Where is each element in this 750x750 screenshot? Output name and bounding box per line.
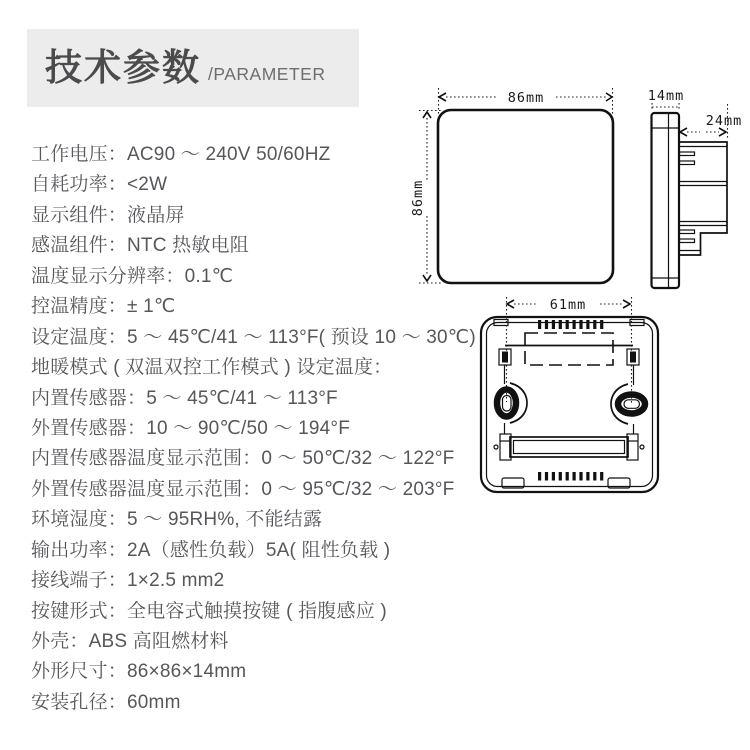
side-thickness-dimension-label: 14mm bbox=[647, 88, 685, 104]
spec-value: ABS 高阻燃材料 bbox=[88, 631, 229, 652]
spec-value: NTC 热敏电阻 bbox=[127, 235, 249, 257]
spec-label: 内置传感器： bbox=[31, 387, 147, 409]
spec-label: 感温组件： bbox=[31, 235, 128, 257]
spec-value: 液晶屏 bbox=[127, 204, 185, 226]
spec-value: ± 1℃ bbox=[127, 296, 176, 318]
spec-label: 温度显示分辨率： bbox=[31, 265, 185, 287]
spec-label: 设定温度： bbox=[31, 326, 128, 348]
spec-label: 环境湿度： bbox=[31, 509, 128, 531]
spec-value: 10 ～ 90℃/50 ～ 194°F bbox=[146, 417, 351, 439]
front-height-dimension-label: 86mm bbox=[410, 179, 426, 217]
spec-value: 全电容式触摸按键 ( 指腹感应 ) bbox=[127, 600, 387, 622]
section-subtitle: /PARAMETER bbox=[208, 64, 326, 84]
arrow-right-icon bbox=[623, 300, 630, 308]
side-rear-box-outline bbox=[680, 142, 728, 255]
spec-value: 5 ～ 45℃/41 ～ 113°F( 预设 10 ～ 30℃) bbox=[127, 326, 476, 348]
spec-label: 内置传感器温度显示范围： bbox=[31, 448, 262, 470]
spec-label: 显示组件： bbox=[31, 204, 128, 226]
spec-value: 0 ～ 95℃/32 ～ 203°F bbox=[261, 478, 455, 500]
section-title: 技术参数 bbox=[45, 47, 201, 88]
spec-value: <2W bbox=[127, 174, 168, 196]
arrow-right-icon bbox=[719, 128, 726, 136]
spec-label: 外置传感器温度显示范围： bbox=[31, 478, 262, 500]
spec-value: 2A（感性负载）5A( 阻性负载 ) bbox=[127, 539, 391, 561]
spec-label: 工作电压： bbox=[31, 144, 128, 165]
side-view-drawing bbox=[648, 88, 743, 288]
arrow-left-icon bbox=[507, 300, 514, 308]
spec-value: 5 ～ 95RH%, 不能结露 bbox=[127, 509, 323, 531]
arrow-left-icon bbox=[680, 128, 687, 136]
arrow-up-icon bbox=[423, 112, 431, 118]
spec-value: 60mm bbox=[127, 691, 181, 713]
front-view-drawing bbox=[410, 88, 613, 283]
back-panel-outline bbox=[481, 317, 658, 492]
spec-value: 0 ～ 50℃/32 ～ 122°F bbox=[261, 448, 455, 470]
spec-label: 自耗功率： bbox=[31, 174, 128, 196]
spec-label: 接线端子： bbox=[31, 570, 128, 592]
spec-value: 5 ～ 45℃/41 ～ 113°F bbox=[146, 387, 338, 409]
arrow-left-icon bbox=[439, 93, 446, 101]
side-depth-dimension-label: 24mm bbox=[705, 113, 743, 129]
spec-label: 外壳： bbox=[31, 631, 89, 652]
spec-value: 0.1℃ bbox=[184, 265, 234, 287]
side-panel-outline bbox=[652, 113, 680, 288]
spec-label: 输出功率： bbox=[31, 539, 128, 561]
spec-label: 按键形式： bbox=[31, 600, 128, 622]
back-hole-spacing-dimension-label: 61mm bbox=[549, 297, 587, 313]
spec-label: 外形尺寸： bbox=[31, 661, 128, 683]
spec-value: 1×2.5 mm2 bbox=[127, 570, 225, 592]
spec-value: 86×86×14mm bbox=[127, 661, 247, 683]
spec-label: 外置传感器： bbox=[31, 417, 147, 439]
front-width-dimension-label: 86mm bbox=[507, 90, 545, 106]
spec-value: AC90 ～ 240V 50/60HZ bbox=[127, 144, 331, 165]
arrow-right-icon bbox=[606, 93, 612, 101]
spec-label: 安装孔径： bbox=[31, 691, 128, 713]
spec-label: 地暖模式 ( 双温双控工作模式 ) 设定温度： bbox=[31, 357, 393, 379]
front-panel-outline bbox=[438, 110, 613, 283]
back-view-drawing bbox=[481, 297, 658, 492]
spec-label: 控温精度： bbox=[31, 296, 128, 318]
arrow-down-icon bbox=[423, 275, 431, 281]
